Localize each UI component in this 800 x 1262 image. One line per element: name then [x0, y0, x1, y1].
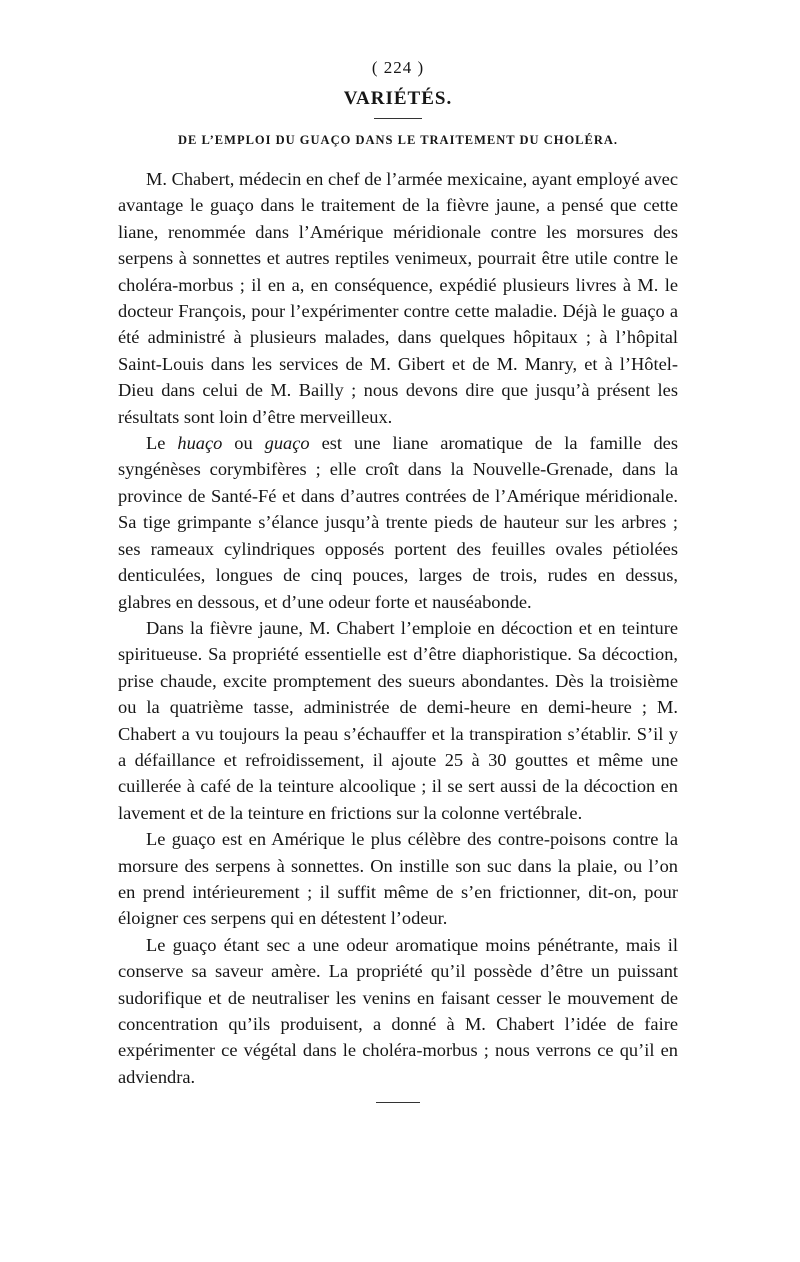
article-heading: DE L’EMPLOI DU GUAÇO DANS LE TRAITEMENT DU CHOLÉRA. [177, 133, 619, 147]
paragraph-2 [118, 430, 678, 615]
term-guaco: guaço [264, 433, 310, 454]
title-divider [374, 118, 422, 119]
paragraph-1: M. Chabert, médecin en chef de l’armée mexicaine, ayant employé avec avantage le guaço dans le traitement de la fièvre jaune, a pensé que cette liane, renommée dans l’Amérique méridionale contre les morsures des serpens à sonnettes et autres reptiles venimeux, pourrait être utile contre le choléra-morbus ; il en a, en conséquence, expédié plusieurs livres à M. le docteur François, pour l’expérimenter contre cette maladie. Déjà le guaço a été administré à plusieurs malades, dans quelques hôpitaux ; à l’hôpital Saint-Louis dans les services de M. Gibert et de M. Manry, et à l’Hôtel-Dieu dans celui de M. Bailly ; nous devons dire que jusqu’à présent les résultats sont loin d’être merveilleux. [118, 169, 678, 427]
paragraph-5: Le guaço étant sec a une odeur aromatique moins pénétrante, mais il conserve sa saveur amère. La propriété qu’il possède d’être un puissant sudorifique et de neutraliser les venins en faisant cesser le mouvement de concentration qu’ils produisent, a donné à M. Chabert l’idée de faire expérimenter ce végétal dans le choléra-morbus ; nous verrons ce qu’il en adviendra. [118, 934, 678, 1087]
section-title: VARIÉTÉS. [343, 88, 453, 109]
paragraph-4: Le guaço est en Amérique le plus célèbre des contre-poisons contre la morsure des serpens à sonnettes. On instille son suc dans la plaie, ou l’on en prend intérieurement ; il suffit même de s’en frictionner, dit-on, pour éloigner ces serpens qui en détestent l’odeur. [118, 829, 678, 929]
end-divider [376, 1102, 420, 1103]
paragraph-2-prefix: Le [146, 433, 178, 454]
paragraph-3: Dans la fièvre jaune, M. Chabert l’emploie en décoction et en teinture spiritueuse. Sa propriété essentielle est d’être diaphoristique. Sa décoction, prise chaude, excite promptement des sueurs abondantes. Dès la troisième ou la quatrième tasse, administrée de demi-heure en demi-heure ; M. Chabert a vu toujours la peau s’échauffer et la transpiration s’établir. S’il y a défaillance et refroidissement, il ajoute 25 à 30 gouttes et même une cuillerée à café de la teinture alcoolique ; il se sert aussi de la décoction en lavement et de la teinture en frictions sur la colonne vertébrale. [118, 617, 678, 823]
article-body [118, 166, 678, 1090]
page-number: ( 224 ) [371, 58, 425, 77]
paragraph-2-mid: ou [222, 433, 265, 454]
paragraph-2-text: est une liane aromatique de la famille des syngénèses corymbifères ; elle croît dans la Nouvelle-Grenade, dans la province de Santé-Fé et dans d’autres contrées de l’Amérique méridionale. Sa tige grimpante s’élance jusqu’à trente pieds de hauteur sur les arbres ; ses rameaux cylindriques opposés portent des feuilles ovales pétiolées denticulées, longues de cinq pouces, larges de trois, rudes en dessus, glabres en dessous, et d’une odeur forte et nauséabonde. [118, 433, 679, 612]
document-page [118, 58, 678, 1103]
term-huaco: huaço [177, 433, 223, 454]
